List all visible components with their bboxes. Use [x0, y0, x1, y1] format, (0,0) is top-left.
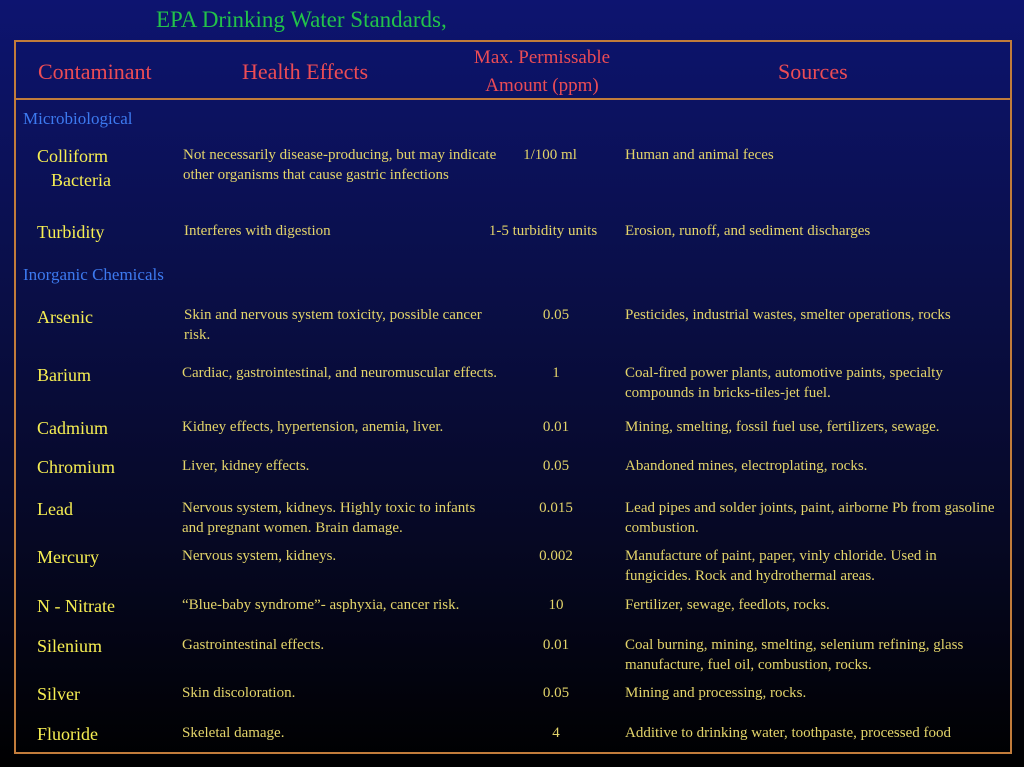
- max-amount-cell: 0.05: [542, 458, 570, 474]
- contaminant-name: Fluoride: [37, 724, 98, 744]
- contaminant-name: Silver: [37, 684, 80, 704]
- page-title: EPA Drinking Water Standards,: [156, 7, 447, 32]
- header-max-amount-line2: Amount (ppm): [485, 75, 599, 96]
- sources-cell: Coal burning, mining, smelting, selenium refining, glass manufacture, fuel oil, combustion, rocks.: [625, 637, 964, 673]
- section-microbiological: Microbiological: [23, 109, 133, 128]
- contaminant-name: Lead: [37, 499, 73, 519]
- sources-cell: Human and animal feces: [625, 147, 774, 163]
- contaminant-name-line1: Colliform: [37, 146, 108, 166]
- max-amount-cell: 1/100 ml: [523, 147, 577, 163]
- sources-cell: Mining, smelting, fossil fuel use, fertilizers, sewage.: [625, 419, 940, 435]
- contaminant-name: Barium: [37, 365, 91, 385]
- health-effects-cell: Kidney effects, hypertension, anemia, liver.: [182, 419, 444, 435]
- health-effects-cell: Skin discoloration.: [182, 685, 296, 701]
- header-contaminant: Contaminant: [38, 59, 152, 84]
- sources-cell: Lead pipes and solder joints, paint, airborne Pb from gasoline combustion.: [625, 500, 995, 536]
- header-max-amount: [452, 44, 632, 100]
- contaminant-name: Arsenic: [37, 307, 93, 327]
- sources-cell: Pesticides, industrial wastes, smelter operations, rocks: [625, 307, 951, 323]
- contaminant-name: Silenium: [37, 636, 103, 656]
- health-effects-cell: Cardiac, gastrointestinal, and neuromuscular effects.: [182, 365, 498, 381]
- contaminant-name: N - Nitrate: [37, 596, 115, 616]
- header-health-effects: Health Effects: [242, 59, 369, 84]
- health-effects-cell: Skeletal damage.: [182, 725, 285, 741]
- contaminant-name: Cadmium: [37, 418, 108, 438]
- max-amount-cell: 1-5 turbidity units: [488, 223, 598, 239]
- health-effects-cell: Liver, kidney effects.: [182, 458, 310, 474]
- max-amount-cell: 0.05: [542, 307, 570, 323]
- health-effects-cell: “Blue-baby syndrome”- asphyxia, cancer risk.: [182, 597, 460, 613]
- max-amount-cell: 0.015: [539, 500, 573, 516]
- sources-cell: Additive to drinking water, toothpaste, processed food: [625, 725, 951, 741]
- health-effects-cell: Gastrointestinal effects.: [182, 637, 325, 653]
- contaminant-name-line2: Bacteria: [51, 170, 111, 190]
- health-effects-cell: Interferes with digestion: [184, 223, 331, 239]
- contaminant-name: Turbidity: [37, 222, 105, 242]
- contaminant-name: [37, 144, 157, 192]
- max-amount-cell: 0.01: [542, 637, 570, 653]
- max-amount-cell: 10: [548, 597, 564, 613]
- contaminant-name: Mercury: [37, 547, 99, 567]
- max-amount-cell: 0.01: [542, 419, 570, 435]
- health-effects-cell: Nervous system, kidneys.: [182, 548, 337, 564]
- health-effects-cell: Not necessarily disease-producing, but may indicate other organisms that cause gastric infections: [183, 147, 497, 183]
- health-effects-cell: Skin and nervous system toxicity, possible cancer risk.: [184, 307, 482, 343]
- health-effects-cell: Nervous system, kidneys. Highly toxic to infants and pregnant women. Brain damage.: [182, 500, 476, 536]
- max-amount-cell: 1: [552, 365, 560, 381]
- sources-cell: Erosion, runoff, and sediment discharges: [625, 223, 871, 239]
- sources-cell: Coal-fired power plants, automotive paints, specialty compounds in bricks-tiles-jet fuel.: [625, 365, 943, 401]
- header-sources: Sources: [778, 59, 848, 84]
- max-amount-cell: 0.05: [542, 685, 570, 701]
- sources-cell: Manufacture of paint, paper, vinly chloride. Used in fungicides. Rock and hydrothermal areas.: [625, 548, 937, 584]
- sources-cell: Mining and processing, rocks.: [625, 685, 807, 701]
- section-inorganic: Inorganic Chemicals: [23, 265, 164, 284]
- max-amount-cell: 0.002: [539, 548, 573, 564]
- header-max-amount-line1: Max. Permissable: [473, 47, 611, 68]
- sources-cell: Fertilizer, sewage, feedlots, rocks.: [625, 597, 830, 613]
- sources-cell: Abandoned mines, electroplating, rocks.: [625, 458, 868, 474]
- max-amount-cell: 4: [552, 725, 560, 741]
- contaminant-name: Chromium: [37, 457, 116, 477]
